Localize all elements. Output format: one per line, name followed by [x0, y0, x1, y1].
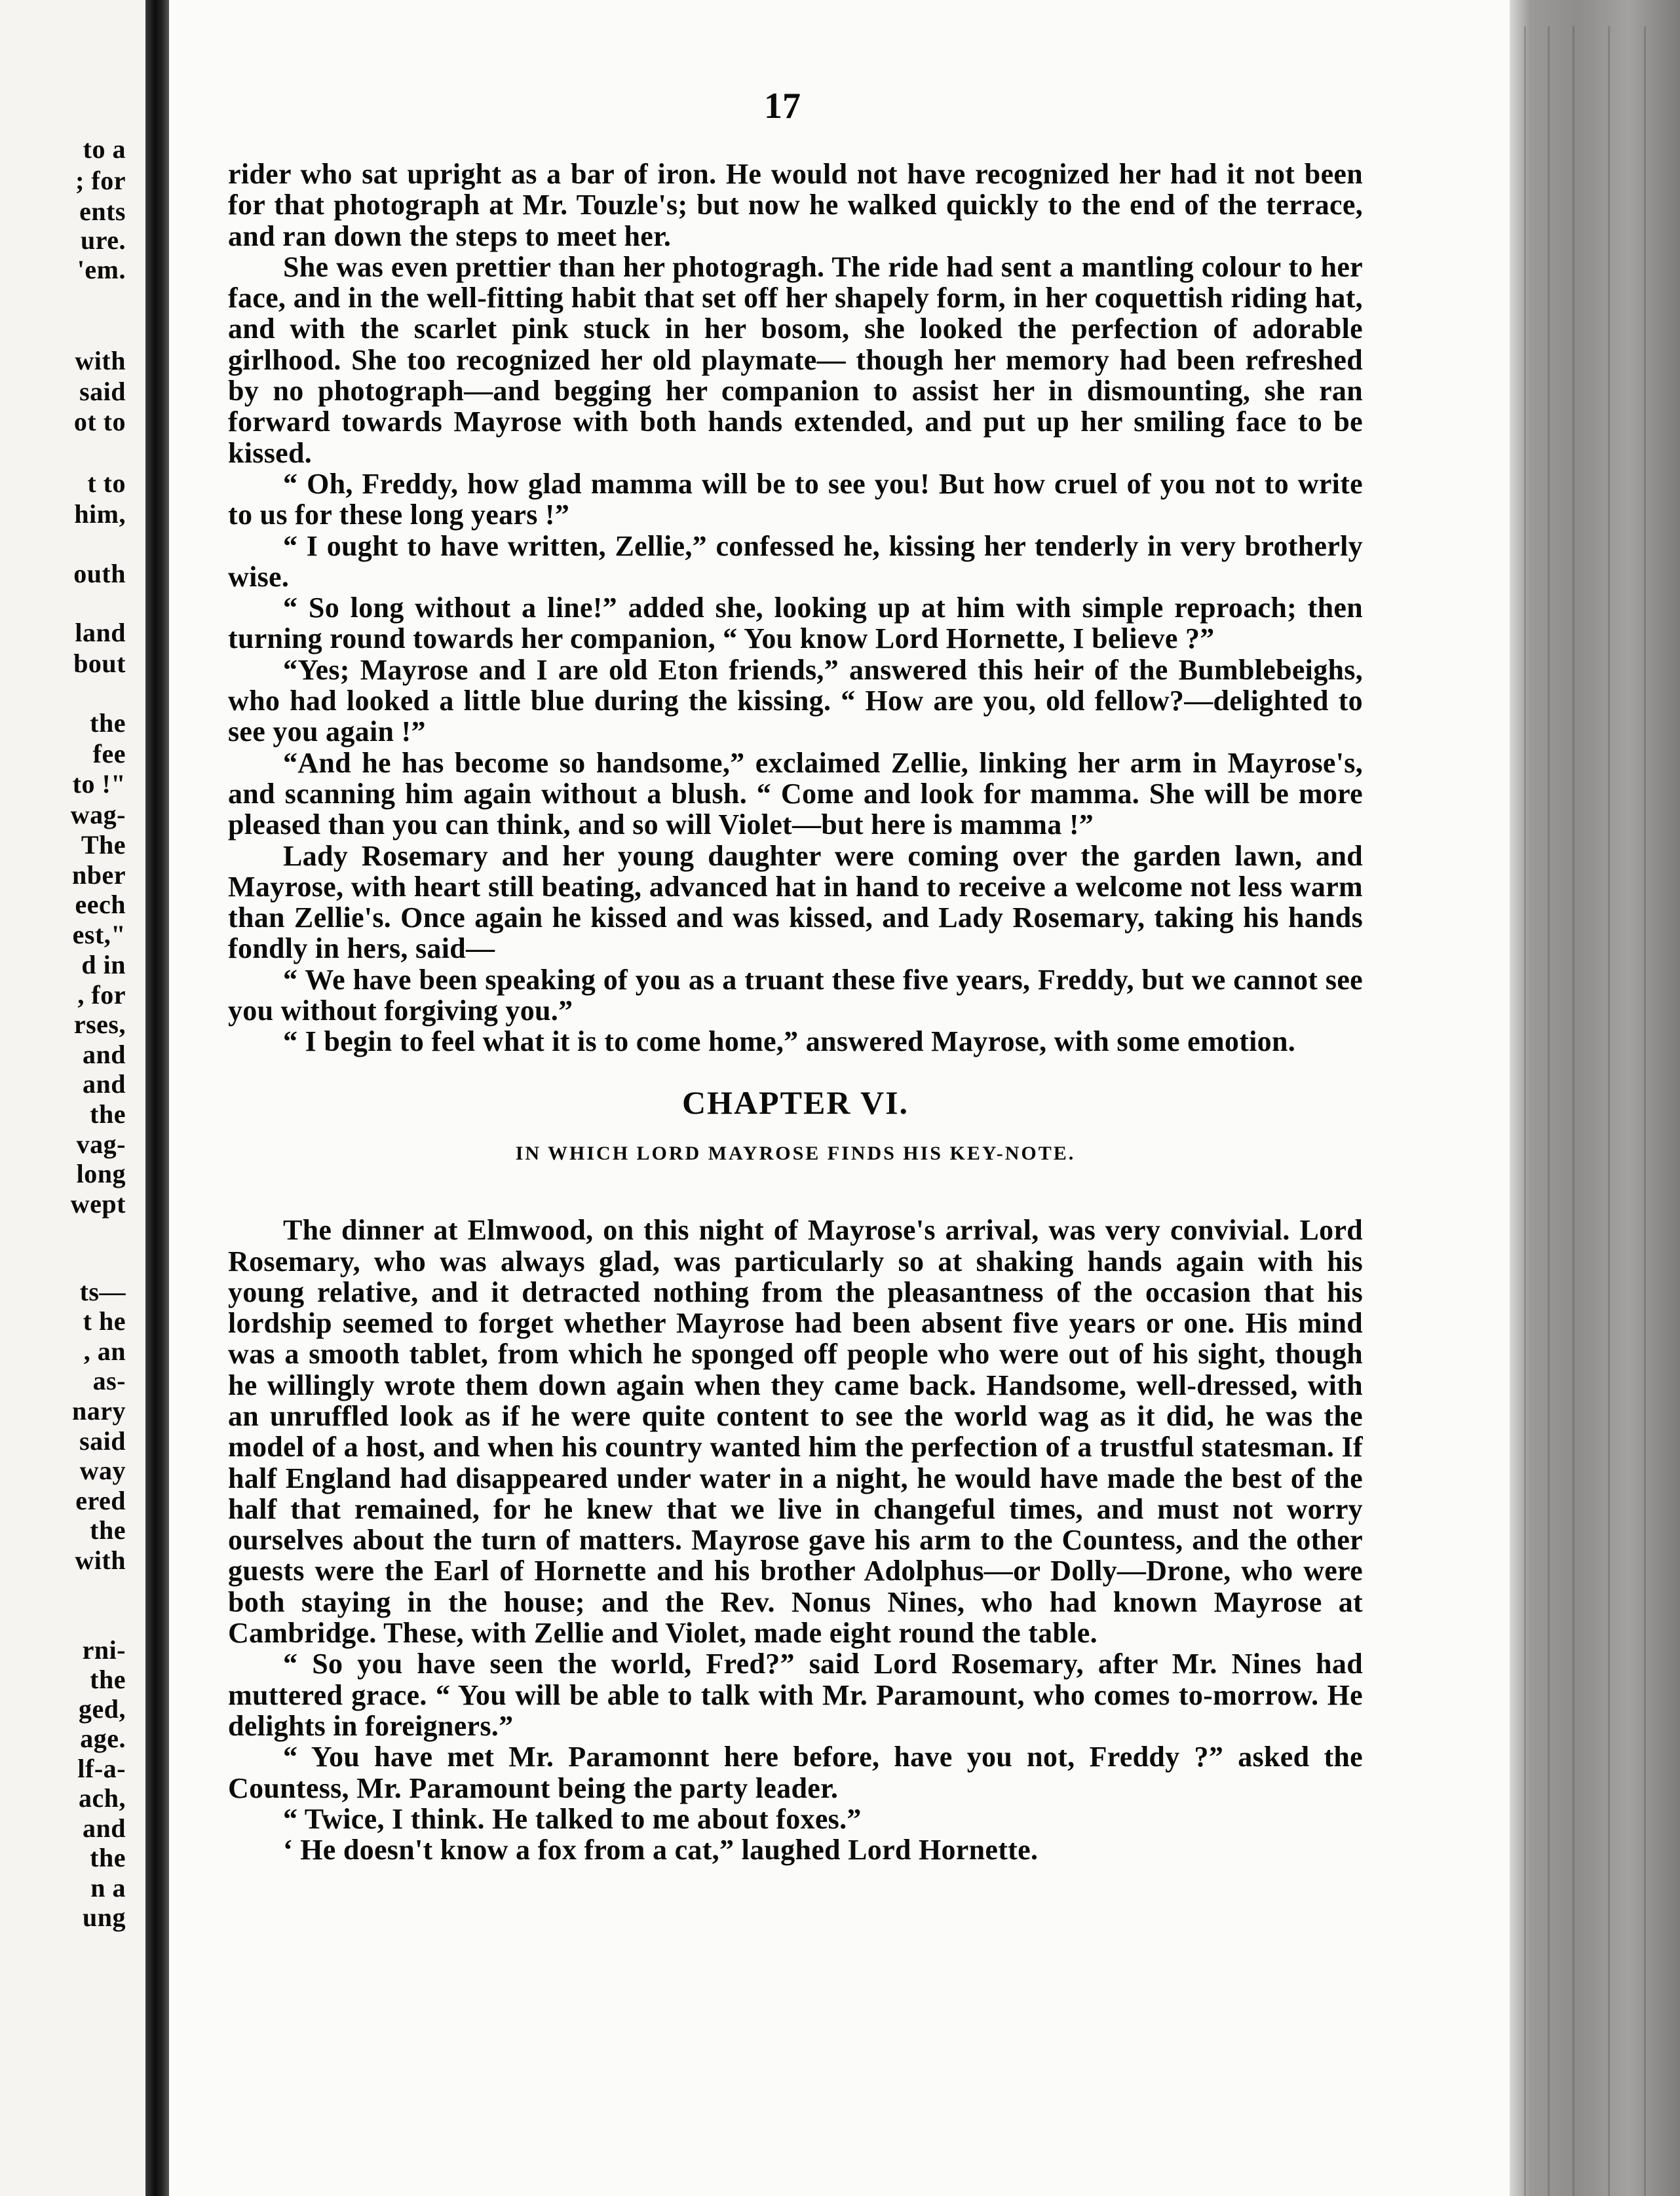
paragraph: “ I begin to feel what it is to come home,” answered Mayrose, with some emotion.: [283, 1025, 1296, 1058]
chapter-title: CHAPTER VI.: [681, 1084, 909, 1121]
previous-page-line: wag-: [70, 800, 126, 829]
previous-page-line: to a: [83, 134, 126, 164]
previous-page-line: rni-: [82, 1635, 126, 1665]
previous-page-line: way: [79, 1456, 126, 1485]
text-before-chapter: [228, 159, 1363, 1057]
previous-page-line: , an: [83, 1336, 126, 1366]
previous-page-line: vag-: [76, 1129, 126, 1159]
paragraph: “ You have met Mr. Paramonnt here before, have you not, Freddy ?” asked the Countess, Mr. Paramount being the party leader.: [228, 1741, 1363, 1804]
previous-page-line: age.: [80, 1724, 126, 1753]
previous-page-line: d in: [81, 950, 126, 979]
previous-page-line: the: [90, 1665, 126, 1694]
previous-page-line: rses,: [73, 1010, 126, 1039]
previous-page-line: , for: [77, 980, 126, 1010]
previous-page-line: long: [76, 1159, 126, 1188]
previous-page-line: The: [81, 830, 126, 860]
previous-page-line: with: [75, 346, 126, 375]
paragraph: “And he has become so handsome,” exclaimed Zellie, linking her arm in Mayrose's, and scanning him again without a blush. “ Come and look for mamma. She will be more pleased than you can think, and so will Violet—but here is mamma !”: [228, 746, 1363, 841]
previous-page-line: said: [79, 377, 126, 406]
previous-page-line: lf-a-: [77, 1754, 126, 1783]
paragraph: “ So long without a line!” added she, looking up at him with simple reproach; then turning round towards her companion, “ You know Lord Hornette, I believe ?”: [228, 592, 1363, 655]
previous-page-line: said: [79, 1426, 126, 1456]
previous-page-line: est,": [72, 920, 126, 949]
previous-page-line: and: [83, 1040, 126, 1069]
previous-page-line: ged,: [79, 1694, 126, 1724]
paragraph: “ I ought to have written, Zellie,” confessed he, kissing her tenderly in very brotherly wise.: [228, 529, 1363, 593]
page-number: 17: [764, 86, 801, 126]
paragraph: “ We have been speaking of you as a truant these five years, Freddy, but we cannot see you without forgiving you.”: [228, 963, 1363, 1027]
previous-page-line: bout: [73, 649, 126, 678]
previous-page-line: nber: [72, 860, 126, 890]
previous-page-line: the: [90, 708, 126, 738]
previous-page-line: ; for: [75, 166, 126, 195]
previous-page-line: ung: [83, 1903, 126, 1932]
previous-page-line: nary: [72, 1396, 126, 1426]
previous-page-line: the: [90, 1515, 126, 1545]
previous-page-line: the: [90, 1843, 126, 1872]
previous-page-line: n a: [90, 1873, 126, 1903]
paragraph: “ Oh, Freddy, how glad mamma will be to see you! But how cruel of you not to write to us for these long years !”: [228, 467, 1363, 531]
previous-page-line: 'em.: [77, 255, 126, 284]
previous-page-line: wept: [70, 1189, 126, 1219]
paragraph: rider who sat upright as a bar of iron. He would not have recognized her had it not been for that photograph at Mr. Touzle's; but now he walked quickly to the end of the terrace, and ran down the steps to meet her.: [228, 158, 1363, 252]
previous-page-line: ach,: [79, 1783, 126, 1813]
previous-page-line: and: [83, 1069, 126, 1099]
paragraph: “ So you have seen the world, Fred?” said Lord Rosemary, after Mr. Nines had muttered grace. “ You will be able to talk with Mr. Paramount, who comes to-morrow. He delights in foreigners.”: [228, 1648, 1363, 1742]
previous-page-line: ure.: [80, 225, 126, 255]
previous-page-line: ents: [79, 197, 126, 226]
previous-page-line: eech: [75, 890, 126, 919]
paragraph: The dinner at Elmwood, on this night of Mayrose's arrival, was very convivial. Lord Rosemary, who was always glad, was particularly so at shaking hands again with his young relative, and it detracted nothing from the pleasantness of the occasion that his lordship seemed to forget whether Mayrose had been absent five years or one. His mind was a smooth tablet, from which he sponged off people who were out of his sight, though he willingly wrote them down again when they came back. Handsome, well-dressed, with an unruffled look as if he were quite content to see the world wag as it did, he was the model of a host, and when his country wanted him the perfection of a trustful statesman. If half England had disappeared under water in a night, he would have made the best of the half that remained, for he knew that we live in changeful times, and must not worry ourselves about the turn of matters. Mayrose gave his arm to the Countess, and the other guests were the Earl of Hornette and his brother Adolphus—or Dolly—Drone, who were both staying in the house; and the Rev. Nonus Nines, who had known Mayrose at Cambridge. These, with Zellie and Violet, made eight round the table.: [228, 1214, 1363, 1650]
paragraph: She was even prettier than her photogragh. The ride had sent a mantling colour to her face, and in the well-fitting habit that set off her shapely form, in her coquettish riding hat, and with the scarlet pink stuck in her bosom, she looked the perfection of adorable girlhood. She too recognized her old playmate— though her memory had been refreshed by no photograph—and begging her companion to assist her in dismounting, she ran forward towards Mayrose with both hands extended, and put up her smiling face to be kissed.: [228, 250, 1363, 469]
previous-page-line: t to: [87, 468, 126, 498]
paragraph: Lady Rosemary and her young daughter were coming over the garden lawn, and Mayrose, with heart still beating, advanced hat in hand to receive a welcome not less warm than Zellie's. Once again he kissed and was kissed, and Lady Rosemary, taking his hands fondly in hers, said—: [228, 839, 1363, 965]
paragraph: “Yes; Mayrose and I are old Eton friends,” answered this heir of the Bumblebeighs, who had looked a little blue during the kissing. “ How are you, old fellow?—delighted to see you again !”: [228, 653, 1363, 748]
page-edge-stack: [1510, 0, 1680, 2196]
page-body: [228, 159, 1363, 1865]
previous-page-line: as-: [92, 1366, 126, 1395]
text-after-chapter: [228, 1215, 1363, 1865]
previous-page-line: ot to: [73, 407, 126, 436]
previous-page-line: the: [90, 1099, 126, 1129]
previous-page-line: with: [75, 1545, 126, 1575]
previous-page-line: to !": [72, 769, 126, 799]
previous-page-line: and: [83, 1813, 126, 1843]
book-gutter: [145, 0, 169, 2196]
previous-page-line: ts—: [79, 1277, 126, 1306]
previous-page-line: him,: [74, 499, 126, 529]
previous-page-line: land: [75, 618, 126, 647]
previous-page-line: t he: [83, 1306, 126, 1336]
paragraph: “ Twice, I think. He talked to me about foxes.”: [283, 1802, 862, 1835]
paragraph: ‘ He doesn't know a fox from a cat,” laughed Lord Hornette.: [283, 1834, 1039, 1866]
previous-page-fragment: [0, 0, 145, 2196]
previous-page-line: outh: [73, 559, 126, 588]
previous-page-line: ered: [75, 1486, 126, 1515]
chapter-subtitle: IN WHICH LORD MAYROSE FINDS HIS KEY-NOTE.: [515, 1142, 1076, 1164]
previous-page-line: fee: [92, 739, 126, 768]
